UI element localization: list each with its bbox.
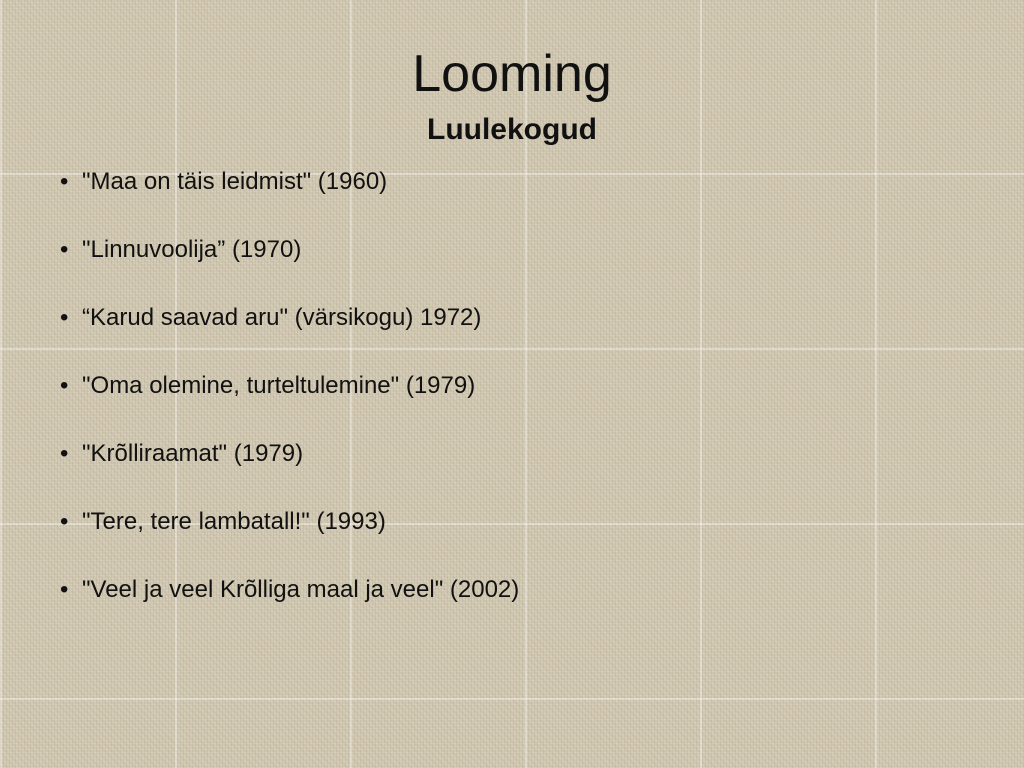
list-item [60, 436, 960, 504]
bullet-icon: • [60, 236, 69, 263]
bullet-icon: • [60, 168, 69, 195]
list-item [60, 504, 960, 572]
list-item-text: "Linnuvoolija” (1970) [82, 236, 302, 263]
bullet-icon: • [60, 576, 69, 603]
list-item [60, 232, 960, 300]
bullet-icon: • [60, 372, 69, 399]
list-item [60, 300, 960, 368]
list-item [60, 368, 960, 436]
list-item-text: “Karud saavad aru" (värsikogu) 1972) [82, 304, 482, 331]
list-item-text: "Oma olemine, turteltulemine" (1979) [82, 372, 476, 399]
list-item-text: "Maa on täis leidmist" (1960) [82, 168, 388, 195]
list-item [60, 572, 960, 640]
list-item-text: "Tere, tere lambatall!" (1993) [82, 508, 386, 535]
slide-subtitle: Luulekogud [427, 113, 597, 146]
bullet-list [60, 164, 960, 640]
list-item [60, 164, 960, 232]
bullet-icon: • [60, 304, 69, 331]
slide-title: Looming [412, 45, 612, 103]
bullet-icon: • [60, 508, 69, 535]
bullet-icon: • [60, 440, 69, 467]
list-item-text: "Veel ja veel Krõlliga maal ja veel" (2002) [82, 576, 520, 603]
list-item-text: "Krõlliraamat" (1979) [82, 440, 304, 467]
